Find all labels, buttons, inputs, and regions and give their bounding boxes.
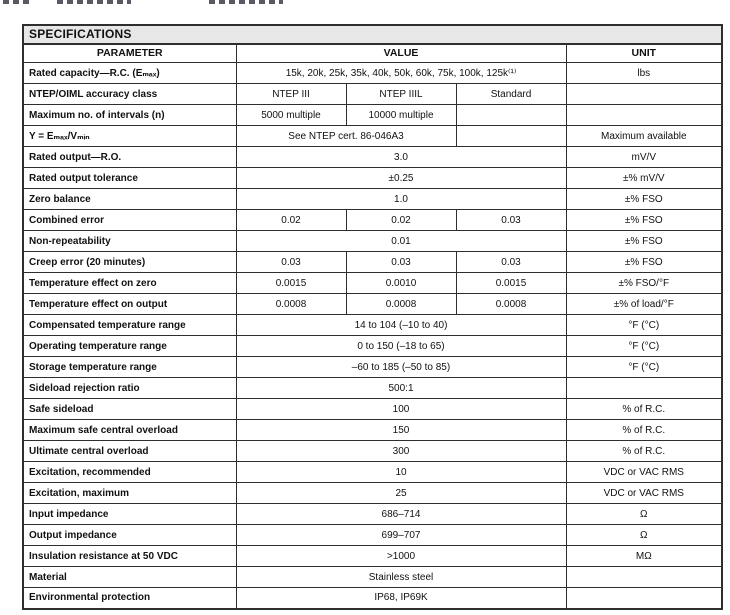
table-row <box>23 273 722 294</box>
column-header-value: VALUE <box>236 44 566 63</box>
column-header-unit: UNIT <box>566 44 722 63</box>
value-cell: NTEP IIIL <box>346 84 456 105</box>
parameter-cell: Insulation resistance at 50 VDC <box>23 546 236 567</box>
unit-cell: ±% FSO <box>566 210 722 231</box>
value-cell <box>456 126 566 147</box>
value-cell: 5000 multiple <box>236 105 346 126</box>
value-cell: 0.02 <box>236 210 346 231</box>
parameter-cell: Y = Eₘₐₓ/Vₘᵢₙ <box>23 126 236 147</box>
unit-cell: MΩ <box>566 546 722 567</box>
parameter-cell: Rated output tolerance <box>23 168 236 189</box>
unit-cell: ±% FSO <box>566 252 722 273</box>
parameter-cell: Non-repeatability <box>23 231 236 252</box>
value-cell: 150 <box>236 420 566 441</box>
cutoff-text-fragment <box>3 0 33 4</box>
table-row <box>23 105 722 126</box>
table-row <box>23 63 722 84</box>
parameter-cell: Creep error (20 minutes) <box>23 252 236 273</box>
parameter-cell: Zero balance <box>23 189 236 210</box>
value-cell: Standard <box>456 84 566 105</box>
value-cell: 500:1 <box>236 378 566 399</box>
parameter-cell: Excitation, recommended <box>23 462 236 483</box>
unit-cell: VDC or VAC RMS <box>566 483 722 504</box>
table-row <box>23 588 722 609</box>
table-row <box>23 567 722 588</box>
value-cell: 0.03 <box>346 252 456 273</box>
table-row <box>23 441 722 462</box>
table-row <box>23 525 722 546</box>
value-cell: 1.0 <box>236 189 566 210</box>
column-header-row <box>23 44 722 63</box>
value-cell: 0.0008 <box>236 294 346 315</box>
table-row <box>23 231 722 252</box>
unit-cell: ±% FSO <box>566 231 722 252</box>
value-cell: 0.03 <box>236 252 346 273</box>
table-row <box>23 378 722 399</box>
table-row <box>23 252 722 273</box>
table-row <box>23 168 722 189</box>
table-row <box>23 189 722 210</box>
value-cell: 0.01 <box>236 231 566 252</box>
unit-cell: Ω <box>566 504 722 525</box>
unit-cell: ±% of load/°F <box>566 294 722 315</box>
value-cell: See NTEP cert. 86-046A3 <box>236 126 456 147</box>
value-cell: 25 <box>236 483 566 504</box>
parameter-cell: Storage temperature range <box>23 357 236 378</box>
unit-cell: ±% mV/V <box>566 168 722 189</box>
value-cell: –60 to 185 (–50 to 85) <box>236 357 566 378</box>
unit-cell <box>566 105 722 126</box>
value-cell: 0.0008 <box>346 294 456 315</box>
unit-cell: % of R.C. <box>566 441 722 462</box>
unit-cell: °F (°C) <box>566 315 722 336</box>
value-cell: 686–714 <box>236 504 566 525</box>
unit-cell <box>566 84 722 105</box>
unit-cell: Maximum available <box>566 126 722 147</box>
unit-cell: °F (°C) <box>566 336 722 357</box>
cutoff-text-fragment <box>209 0 283 4</box>
specifications-table <box>22 24 723 610</box>
unit-cell: lbs <box>566 63 722 84</box>
parameter-cell: Maximum safe central overload <box>23 420 236 441</box>
parameter-cell: Operating temperature range <box>23 336 236 357</box>
table-row <box>23 483 722 504</box>
table-row <box>23 504 722 525</box>
unit-cell <box>566 378 722 399</box>
unit-cell: VDC or VAC RMS <box>566 462 722 483</box>
unit-cell: Ω <box>566 525 722 546</box>
table-row <box>23 294 722 315</box>
table-row <box>23 126 722 147</box>
value-cell: 0.03 <box>456 210 566 231</box>
parameter-cell: Environmental protection <box>23 588 236 609</box>
cutoff-text-fragment <box>57 0 131 4</box>
value-cell: 0.03 <box>456 252 566 273</box>
parameter-cell: Ultimate central overload <box>23 441 236 462</box>
value-cell: 0.0015 <box>456 273 566 294</box>
value-cell: 3.0 <box>236 147 566 168</box>
value-cell: 14 to 104 (–10 to 40) <box>236 315 566 336</box>
unit-cell: % of R.C. <box>566 399 722 420</box>
value-cell: >1000 <box>236 546 566 567</box>
table-row <box>23 357 722 378</box>
parameter-cell: Output impedance <box>23 525 236 546</box>
parameter-cell: Rated capacity—R.C. (Eₘₐₓ) <box>23 63 236 84</box>
value-cell: 10 <box>236 462 566 483</box>
unit-cell <box>566 588 722 609</box>
table-row <box>23 315 722 336</box>
value-cell: NTEP III <box>236 84 346 105</box>
value-cell: ±0.25 <box>236 168 566 189</box>
value-cell: 0.0008 <box>456 294 566 315</box>
parameter-cell: Sideload rejection ratio <box>23 378 236 399</box>
value-cell: 0.02 <box>346 210 456 231</box>
value-cell: 100 <box>236 399 566 420</box>
parameter-cell: Excitation, maximum <box>23 483 236 504</box>
parameter-cell: Temperature effect on output <box>23 294 236 315</box>
unit-cell: mV/V <box>566 147 722 168</box>
unit-cell: ±% FSO/°F <box>566 273 722 294</box>
table-row <box>23 546 722 567</box>
value-cell: 10000 multiple <box>346 105 456 126</box>
table-row <box>23 336 722 357</box>
table-row <box>23 399 722 420</box>
value-cell: 0.0015 <box>236 273 346 294</box>
parameter-cell: Maximum no. of intervals (n) <box>23 105 236 126</box>
value-cell: 0 to 150 (–18 to 65) <box>236 336 566 357</box>
unit-cell: °F (°C) <box>566 357 722 378</box>
parameter-cell: Rated output—R.O. <box>23 147 236 168</box>
value-cell: 0.0010 <box>346 273 456 294</box>
unit-cell <box>566 567 722 588</box>
table-row <box>23 420 722 441</box>
parameter-cell: Compensated temperature range <box>23 315 236 336</box>
table-row <box>23 147 722 168</box>
table-row <box>23 462 722 483</box>
value-cell <box>456 105 566 126</box>
value-cell: IP68, IP69K <box>236 588 566 609</box>
value-cell: 15k, 20k, 25k, 35k, 40k, 50k, 60k, 75k, 100k, 125k⁽¹⁾ <box>236 63 566 84</box>
table-title: SPECIFICATIONS <box>23 25 722 44</box>
parameter-cell: Temperature effect on zero <box>23 273 236 294</box>
parameter-cell: Combined error <box>23 210 236 231</box>
parameter-cell: NTEP/OIML accuracy class <box>23 84 236 105</box>
parameter-cell: Material <box>23 567 236 588</box>
value-cell: 300 <box>236 441 566 462</box>
unit-cell: ±% FSO <box>566 189 722 210</box>
parameter-cell: Safe sideload <box>23 399 236 420</box>
table-row <box>23 210 722 231</box>
table-row <box>23 84 722 105</box>
column-header-parameter: PARAMETER <box>23 44 236 63</box>
parameter-cell: Input impedance <box>23 504 236 525</box>
value-cell: 699–707 <box>236 525 566 546</box>
unit-cell: % of R.C. <box>566 420 722 441</box>
table-title-row <box>23 25 722 44</box>
value-cell: Stainless steel <box>236 567 566 588</box>
